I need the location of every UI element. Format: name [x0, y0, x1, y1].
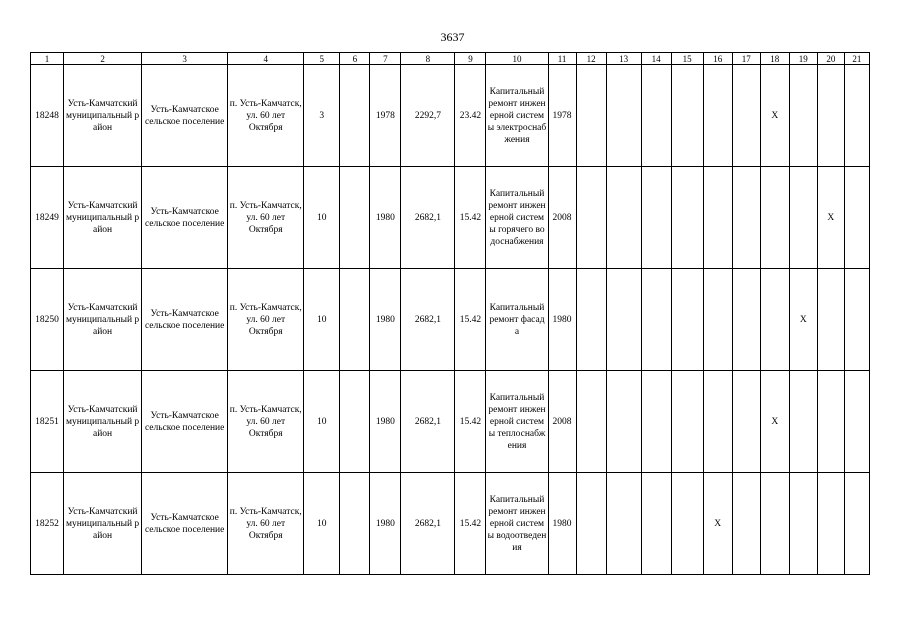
year-built: 1980	[370, 371, 401, 473]
cell-c15	[671, 65, 703, 167]
work-type: Капитальный ремонт инженерной системы водоотведения	[486, 473, 548, 575]
column-header: 3	[142, 53, 228, 65]
cell-c16	[703, 371, 732, 473]
column-header: 11	[548, 53, 576, 65]
settlement: Усть-Камчатское сельское поселение	[142, 473, 228, 575]
cell-c19: X	[789, 269, 817, 371]
municipal-district: Усть-Камчатский муниципальный район	[64, 269, 142, 371]
column-header: 8	[401, 53, 455, 65]
address: п. Усть-Камчатск, ул. 60 лет Октября	[228, 65, 304, 167]
work-type: Капитальный ремонт фасада	[486, 269, 548, 371]
cell-c6	[340, 167, 370, 269]
area: 2292,7	[401, 65, 455, 167]
cell-c21	[844, 65, 869, 167]
municipal-district: Усть-Камчатский муниципальный район	[64, 473, 142, 575]
cell-c11: 2008	[548, 371, 576, 473]
cell-c21	[844, 269, 869, 371]
record-id: 18249	[31, 167, 64, 269]
cell-c14	[641, 65, 671, 167]
cell-c14	[641, 167, 671, 269]
cell-c19	[789, 167, 817, 269]
year-built: 1980	[370, 269, 401, 371]
cell-c20	[817, 473, 844, 575]
cell-c9: 15.42	[455, 167, 486, 269]
cell-c9: 15.42	[455, 473, 486, 575]
table-row	[31, 371, 870, 473]
cell-c12	[576, 473, 606, 575]
record-id: 18248	[31, 65, 64, 167]
cell-c11: 1978	[548, 65, 576, 167]
cell-c14	[641, 269, 671, 371]
cell-c18	[760, 269, 789, 371]
area: 2682,1	[401, 269, 455, 371]
municipal-district: Усть-Камчатский муниципальный район	[64, 371, 142, 473]
page-number: 3637	[440, 30, 465, 44]
settlement: Усть-Камчатское сельское поселение	[142, 167, 228, 269]
cell-c15	[671, 473, 703, 575]
cell-c18	[760, 167, 789, 269]
cell-c13	[606, 269, 641, 371]
cell-c17	[732, 473, 760, 575]
cell-c14	[641, 371, 671, 473]
column-header: 12	[576, 53, 606, 65]
cell-c15	[671, 371, 703, 473]
column-header: 2	[64, 53, 142, 65]
cell-c18: X	[760, 371, 789, 473]
cell-c18: X	[760, 65, 789, 167]
cell-c5: 10	[304, 473, 340, 575]
column-header: 19	[789, 53, 817, 65]
column-header: 7	[370, 53, 401, 65]
settlement: Усть-Камчатское сельское поселение	[142, 269, 228, 371]
year-built: 1980	[370, 473, 401, 575]
year-built: 1980	[370, 167, 401, 269]
address: п. Усть-Камчатск, ул. 60 лет Октября	[228, 371, 304, 473]
cell-c16: X	[703, 473, 732, 575]
cell-c17	[732, 269, 760, 371]
cell-c19	[789, 65, 817, 167]
cell-c20	[817, 65, 844, 167]
header-row	[31, 53, 870, 65]
work-type: Капитальный ремонт инженерной системы электроснабжения	[486, 65, 548, 167]
area: 2682,1	[401, 167, 455, 269]
record-id: 18251	[31, 371, 64, 473]
settlement: Усть-Камчатское сельское поселение	[142, 371, 228, 473]
cell-c12	[576, 167, 606, 269]
cell-c15	[671, 269, 703, 371]
registry-table	[30, 52, 870, 575]
column-header: 13	[606, 53, 641, 65]
cell-c17	[732, 371, 760, 473]
year-built: 1978	[370, 65, 401, 167]
settlement: Усть-Камчатское сельское поселение	[142, 65, 228, 167]
table-row	[31, 473, 870, 575]
cell-c9: 15.42	[455, 371, 486, 473]
cell-c5: 3	[304, 65, 340, 167]
table-row	[31, 65, 870, 167]
cell-c9: 23.42	[455, 65, 486, 167]
column-header: 16	[703, 53, 732, 65]
address: п. Усть-Камчатск, ул. 60 лет Октября	[228, 473, 304, 575]
cell-c6	[340, 371, 370, 473]
cell-c16	[703, 167, 732, 269]
municipal-district: Усть-Камчатский муниципальный район	[64, 65, 142, 167]
column-header: 18	[760, 53, 789, 65]
municipal-district: Усть-Камчатский муниципальный район	[64, 167, 142, 269]
cell-c5: 10	[304, 167, 340, 269]
cell-c19	[789, 473, 817, 575]
cell-c18	[760, 473, 789, 575]
area: 2682,1	[401, 371, 455, 473]
column-header: 9	[455, 53, 486, 65]
address: п. Усть-Камчатск, ул. 60 лет Октября	[228, 269, 304, 371]
column-header: 21	[844, 53, 869, 65]
record-id: 18252	[31, 473, 64, 575]
cell-c6	[340, 269, 370, 371]
cell-c6	[340, 473, 370, 575]
cell-c13	[606, 371, 641, 473]
cell-c21	[844, 473, 869, 575]
record-id: 18250	[31, 269, 64, 371]
table-row	[31, 269, 870, 371]
address: п. Усть-Камчатск, ул. 60 лет Октября	[228, 167, 304, 269]
area: 2682,1	[401, 473, 455, 575]
cell-c12	[576, 65, 606, 167]
cell-c20: X	[817, 167, 844, 269]
cell-c9: 15.42	[455, 269, 486, 371]
cell-c11: 1980	[548, 269, 576, 371]
column-header: 1	[31, 53, 64, 65]
cell-c13	[606, 473, 641, 575]
column-header: 4	[228, 53, 304, 65]
cell-c14	[641, 473, 671, 575]
cell-c6	[340, 65, 370, 167]
cell-c21	[844, 167, 869, 269]
cell-c11: 1980	[548, 473, 576, 575]
column-header: 20	[817, 53, 844, 65]
cell-c13	[606, 65, 641, 167]
column-header: 14	[641, 53, 671, 65]
cell-c5: 10	[304, 371, 340, 473]
cell-c17	[732, 167, 760, 269]
work-type: Капитальный ремонт инженерной системы теплоснабжения	[486, 371, 548, 473]
column-header: 17	[732, 53, 760, 65]
cell-c15	[671, 167, 703, 269]
column-header: 10	[486, 53, 548, 65]
cell-c12	[576, 269, 606, 371]
cell-c20	[817, 269, 844, 371]
cell-c17	[732, 65, 760, 167]
cell-c20	[817, 371, 844, 473]
column-header: 5	[304, 53, 340, 65]
cell-c16	[703, 65, 732, 167]
cell-c21	[844, 371, 869, 473]
cell-c11: 2008	[548, 167, 576, 269]
cell-c16	[703, 269, 732, 371]
column-header: 15	[671, 53, 703, 65]
cell-c12	[576, 371, 606, 473]
table-row	[31, 167, 870, 269]
cell-c13	[606, 167, 641, 269]
cell-c5: 10	[304, 269, 340, 371]
cell-c19	[789, 371, 817, 473]
work-type: Капитальный ремонт инженерной системы горячего водоснабжения	[486, 167, 548, 269]
column-header: 6	[340, 53, 370, 65]
